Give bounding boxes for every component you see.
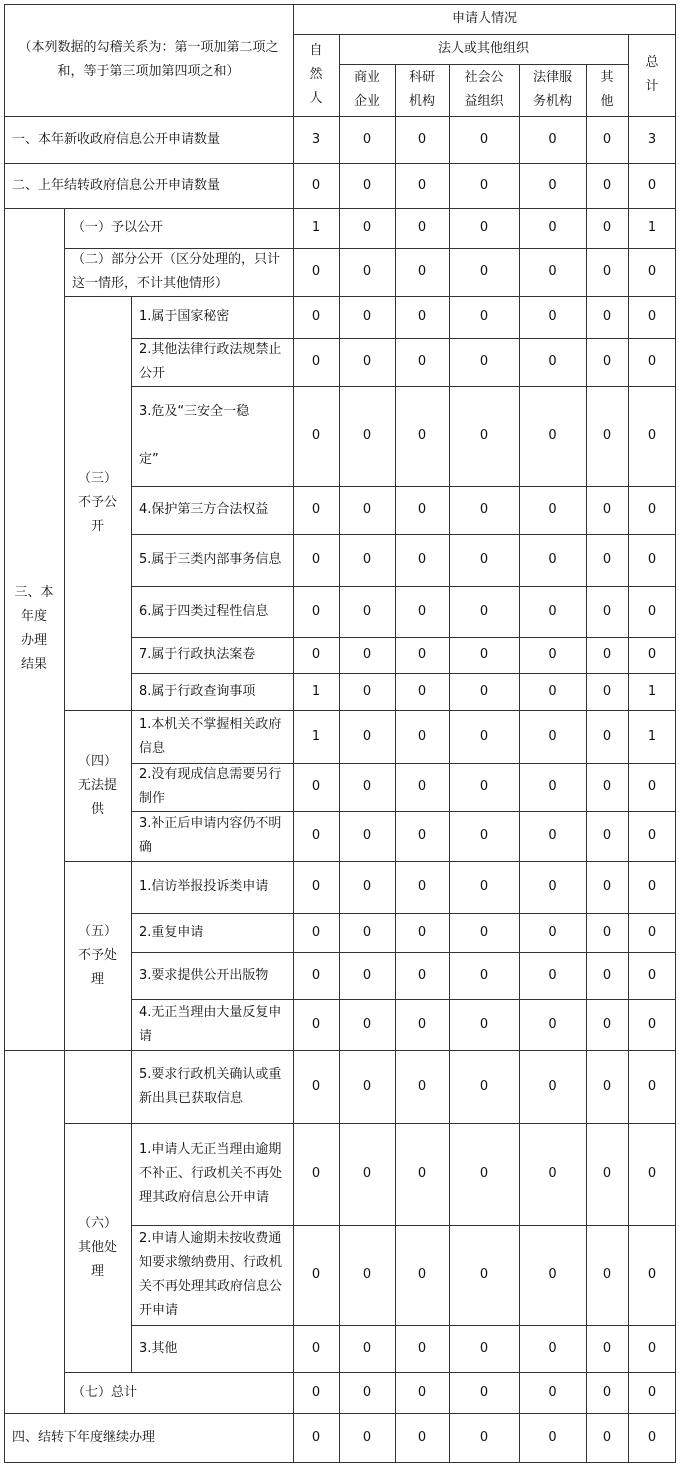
row-value: 0 (417, 967, 427, 983)
row-value: 0 (479, 1078, 489, 1094)
header-natural-person: 自 然 人 (309, 43, 323, 106)
row-value: 3 (311, 131, 321, 147)
row-value: 0 (602, 828, 612, 843)
row-value: 0 (602, 728, 612, 744)
row-value: 0 (602, 428, 612, 443)
header-public-welfare: 社会公 益组织 (464, 70, 504, 109)
row-value: 0 (311, 428, 321, 443)
row-value: 0 (548, 177, 557, 193)
row-value: 0 (602, 1340, 612, 1356)
table-rule (675, 4, 676, 1462)
header-research: 科研 机构 (408, 70, 435, 109)
row-value: 0 (479, 647, 489, 662)
row-label: 二、上年结转政府信息公开申请数量 (12, 177, 221, 193)
table-rule (131, 586, 676, 587)
row-value: 0 (311, 1384, 321, 1400)
row-label: （二）部分公开（区分处理的，只计这一情形，不计其他情形） (72, 252, 281, 291)
row-value: 0 (602, 264, 612, 279)
row-value: 0 (311, 1078, 321, 1094)
row-value: 0 (548, 924, 557, 940)
row-value: 0 (417, 1340, 427, 1356)
row-value: 0 (479, 177, 489, 193)
row-value: 0 (647, 552, 657, 567)
table-rule (131, 338, 676, 339)
group-not-processed: （五） 不予处 理 (77, 923, 117, 987)
table-rule (131, 486, 676, 487)
row-value: 0 (311, 309, 321, 324)
row-value: 0 (362, 1267, 372, 1282)
row-label: 2.其他法律行政法规禁止公开 (139, 342, 282, 381)
table-rule (131, 637, 676, 638)
row-value: 0 (362, 502, 372, 517)
row-value: 0 (602, 502, 612, 517)
row-value: 0 (602, 1078, 612, 1094)
row-value: 0 (417, 683, 427, 699)
table-rule (64, 710, 676, 711)
row-value: 0 (362, 264, 372, 279)
row-value: 0 (479, 428, 489, 443)
row-value: 0 (362, 354, 372, 369)
header-commercial: 商业 企业 (353, 70, 380, 109)
group-not-disclosed: （三） 不予公 开 (77, 471, 117, 534)
row-value: 0 (479, 354, 489, 369)
row-value: 0 (647, 264, 657, 279)
row-label: 一、本年新收政府信息公开申请数量 (12, 131, 221, 147)
group-cannot-provide: （四） 无法提 供 (77, 753, 117, 817)
row-value: 0 (362, 1429, 372, 1445)
row-value: 0 (311, 1016, 321, 1032)
row-value: 0 (479, 603, 489, 619)
row-value: 0 (647, 1429, 657, 1445)
row-value: 0 (479, 1340, 489, 1356)
row-value: 0 (548, 264, 557, 279)
table-rule (131, 913, 676, 914)
row-value: 3 (647, 131, 657, 147)
row-value: 0 (362, 967, 372, 983)
row-value: 0 (417, 177, 427, 193)
row-value: 0 (647, 177, 657, 193)
row-value: 0 (647, 828, 657, 843)
header-legal-group: 法人或其他组织 (437, 41, 529, 56)
row-value: 1 (647, 728, 657, 744)
row-value: 0 (647, 354, 657, 369)
row-value: 0 (311, 967, 321, 983)
row-label: 3.要求提供公开出版物 (139, 967, 269, 983)
row-value: 0 (602, 967, 612, 983)
row-value: 0 (602, 131, 612, 147)
row-value: 0 (647, 428, 657, 443)
row-value: 0 (647, 967, 657, 983)
row-value: 0 (362, 603, 372, 619)
table-rule (64, 248, 676, 249)
row-value: 0 (602, 354, 612, 369)
row-label: 3.其他 (139, 1340, 178, 1356)
row-value: 0 (548, 967, 557, 983)
row-label: （七）总计 (72, 1384, 138, 1400)
table-rule (64, 296, 676, 297)
row-value: 0 (602, 1429, 612, 1445)
row-value: 0 (311, 1166, 321, 1181)
row-value: 0 (479, 967, 489, 983)
row-value: 0 (311, 779, 321, 794)
row-value: 0 (311, 647, 321, 662)
row-value: 0 (647, 309, 657, 324)
row-value: 0 (362, 828, 372, 843)
header-total: 总 计 (645, 55, 659, 94)
row-value: 0 (647, 603, 657, 619)
table-rule (131, 1225, 676, 1226)
row-value: 0 (417, 779, 427, 794)
row-value: 0 (602, 1016, 612, 1032)
row-value: 1 (647, 683, 657, 699)
row-value: 0 (311, 552, 321, 567)
row-value: 0 (602, 647, 612, 662)
row-value: 0 (479, 683, 489, 699)
row-value: 1 (647, 220, 657, 235)
row-value: 0 (602, 1384, 612, 1400)
table-rule (131, 1325, 676, 1326)
row-value: 0 (602, 1166, 612, 1181)
row-value: 0 (417, 131, 427, 147)
row-value: 0 (362, 683, 372, 699)
row-value: 0 (602, 879, 612, 894)
row-value: 0 (479, 728, 489, 744)
row-value: 0 (548, 1429, 557, 1445)
row-value: 0 (647, 1166, 657, 1181)
header-legal-service: 法律服 务机构 (532, 70, 572, 109)
row-value: 0 (548, 1078, 557, 1094)
row-value: 0 (362, 1384, 372, 1400)
row-value: 1 (311, 728, 321, 744)
row-label: 1.申请人无正当理由逾期不补正、行政机关不再处理其政府信息公开申请 (139, 1142, 283, 1205)
table-rule (64, 1050, 676, 1051)
row-label: 2.没有现成信息需要另行制作 (139, 767, 282, 806)
row-label: 8.属于行政查询事项 (139, 683, 256, 699)
row-label: 7.属于行政执法案卷 (139, 647, 256, 662)
row-value: 0 (362, 647, 372, 662)
row-label: 5.要求行政机关确认或重新出具已获取信息 (139, 1066, 282, 1106)
row-value: 0 (548, 428, 557, 443)
row-value: 0 (362, 879, 372, 894)
row-value: 0 (417, 728, 427, 744)
row-value: 0 (479, 131, 489, 147)
table-rule (64, 1372, 676, 1373)
row-value: 0 (417, 502, 427, 517)
row-value: 0 (548, 1016, 557, 1032)
row-value: 0 (362, 1166, 372, 1181)
row-value: 0 (602, 683, 612, 699)
row-value: 0 (479, 1016, 489, 1032)
table-rule (64, 1123, 676, 1124)
table-rule (4, 4, 5, 1462)
table-rule (131, 952, 676, 953)
row-value: 0 (362, 309, 372, 324)
row-value: 0 (479, 1267, 489, 1282)
table-rule (4, 163, 676, 164)
row-value: 0 (479, 1384, 489, 1400)
row-value: 0 (647, 1340, 657, 1356)
row-value: 0 (479, 264, 489, 279)
row-label: 1.属于国家秘密 (139, 309, 230, 324)
row-value: 0 (417, 1267, 427, 1282)
row-value: 0 (647, 1267, 657, 1282)
table-rule (4, 1050, 64, 1051)
row-value: 0 (417, 603, 427, 619)
row-value: 0 (311, 603, 321, 619)
row-value: 0 (362, 552, 372, 567)
row-value: 0 (417, 354, 427, 369)
table-rule (64, 208, 65, 1413)
row-value: 0 (479, 502, 489, 517)
row-value: 0 (548, 683, 557, 699)
row-value: 0 (548, 728, 557, 744)
row-value: 0 (362, 220, 372, 235)
row-value: 0 (479, 924, 489, 940)
row-value: 0 (548, 879, 557, 894)
row-value: 0 (548, 220, 557, 235)
row-value: 0 (417, 1078, 427, 1094)
row-value: 0 (362, 177, 372, 193)
table-rule (4, 4, 676, 5)
table-rule (64, 861, 676, 862)
row-value: 0 (417, 828, 427, 843)
row-label: 4.保护第三方合法权益 (139, 502, 269, 517)
row-value: 0 (647, 502, 657, 517)
row-value: 0 (548, 828, 557, 843)
row-value: 0 (602, 603, 612, 619)
header-other: 其 他 (600, 70, 614, 109)
row-value: 0 (548, 779, 557, 794)
row-label: 3.危及“三安全一稳 定” (139, 404, 250, 467)
row-value: 0 (417, 879, 427, 894)
row-value: 0 (548, 647, 557, 662)
row-value: 0 (417, 428, 427, 443)
row-value: 0 (417, 924, 427, 940)
table-rule (293, 4, 294, 1462)
table-rule (131, 811, 676, 812)
row-value: 0 (417, 1016, 427, 1032)
row-value: 0 (311, 828, 321, 843)
row-value: 0 (548, 131, 557, 147)
table-rule (131, 296, 132, 1372)
row-label: 1.本机关不掌握相关政府信息 (139, 716, 282, 756)
row-value: 0 (602, 220, 612, 235)
row-value: 0 (311, 354, 321, 369)
table-rule (131, 386, 676, 387)
row-value: 0 (548, 502, 557, 517)
row-value: 0 (479, 552, 489, 567)
group-annual-results: 三、本 年度 办理 结果 (14, 585, 54, 672)
row-value: 0 (417, 552, 427, 567)
row-value: 0 (479, 309, 489, 324)
row-value: 0 (602, 1267, 612, 1282)
table-rule (4, 1462, 676, 1463)
row-value: 0 (647, 924, 657, 940)
table-rule (4, 1413, 676, 1414)
table-rule (4, 208, 676, 209)
header-note: （本列数据的勾稽关系为：第一项加第二项之和，等于第三项加第四项之和） (18, 40, 279, 79)
row-value: 0 (647, 647, 657, 662)
row-value: 0 (362, 1016, 372, 1032)
row-value: 0 (417, 264, 427, 279)
row-value: 0 (548, 552, 557, 567)
row-value: 0 (417, 309, 427, 324)
row-value: 0 (417, 1166, 427, 1181)
row-value: 0 (479, 828, 489, 843)
table-rule (339, 64, 628, 65)
row-value: 0 (647, 1016, 657, 1032)
row-value: 0 (362, 924, 372, 940)
row-value: 0 (602, 177, 612, 193)
row-label: 2.申请人逾期未按收费通知要求缴纳费用、行政机关不再处理其政府信息公开申请 (139, 1231, 283, 1318)
row-value: 0 (362, 779, 372, 794)
row-value: 0 (311, 1267, 321, 1282)
row-value: 0 (647, 1078, 657, 1094)
table-rule (131, 534, 676, 535)
row-value: 0 (602, 779, 612, 794)
row-value: 0 (548, 1384, 557, 1400)
group-other-handling: （六） 其他处 理 (77, 1215, 117, 1279)
row-value: 0 (362, 1078, 372, 1094)
row-value: 0 (479, 220, 489, 235)
row-value: 0 (548, 1267, 557, 1282)
row-label: 4.无正当理由大量反复申请 (139, 1004, 282, 1044)
row-label: 四、结转下年度继续办理 (12, 1429, 156, 1445)
row-value: 0 (417, 1429, 427, 1445)
row-value: 0 (417, 1384, 427, 1400)
row-value: 0 (479, 1166, 489, 1181)
row-value: 0 (479, 1429, 489, 1445)
row-value: 0 (548, 603, 557, 619)
row-value: 1 (311, 220, 321, 235)
row-value: 0 (479, 779, 489, 794)
row-value: 0 (362, 428, 372, 443)
row-label: 1.信访举报投诉类申请 (139, 879, 269, 894)
row-value: 1 (311, 683, 321, 699)
row-value: 0 (479, 879, 489, 894)
row-value: 0 (548, 1340, 557, 1356)
row-value: 0 (647, 779, 657, 794)
table-rule (4, 116, 676, 117)
row-value: 0 (362, 728, 372, 744)
row-value: 0 (417, 220, 427, 235)
row-value: 0 (311, 502, 321, 517)
row-value: 0 (548, 309, 557, 324)
row-value: 0 (362, 1340, 372, 1356)
row-value: 0 (311, 177, 321, 193)
row-label: 3.补正后申请内容仍不明确 (139, 816, 282, 855)
row-value: 0 (311, 924, 321, 940)
row-value: 0 (647, 1384, 657, 1400)
row-value: 0 (602, 309, 612, 324)
row-label: （一）予以公开 (72, 220, 164, 235)
row-value: 0 (548, 354, 557, 369)
row-value: 0 (311, 264, 321, 279)
row-value: 0 (602, 924, 612, 940)
header-applicant: 申请人情况 (451, 11, 517, 26)
table-rule (131, 763, 676, 764)
row-value: 0 (602, 552, 612, 567)
row-value: 0 (417, 647, 427, 662)
row-value: 0 (362, 131, 372, 147)
row-label: 5.属于三类内部事务信息 (139, 552, 282, 567)
row-value: 0 (647, 879, 657, 894)
row-value: 0 (311, 879, 321, 894)
table-rule (131, 999, 676, 1000)
row-label: 2.重复申请 (139, 924, 204, 940)
row-value: 0 (311, 1340, 321, 1356)
row-value: 0 (311, 1429, 321, 1445)
table-rule (131, 673, 676, 674)
row-value: 0 (548, 1166, 557, 1181)
row-label: 6.属于四类过程性信息 (139, 603, 269, 619)
table-rule (293, 34, 676, 35)
